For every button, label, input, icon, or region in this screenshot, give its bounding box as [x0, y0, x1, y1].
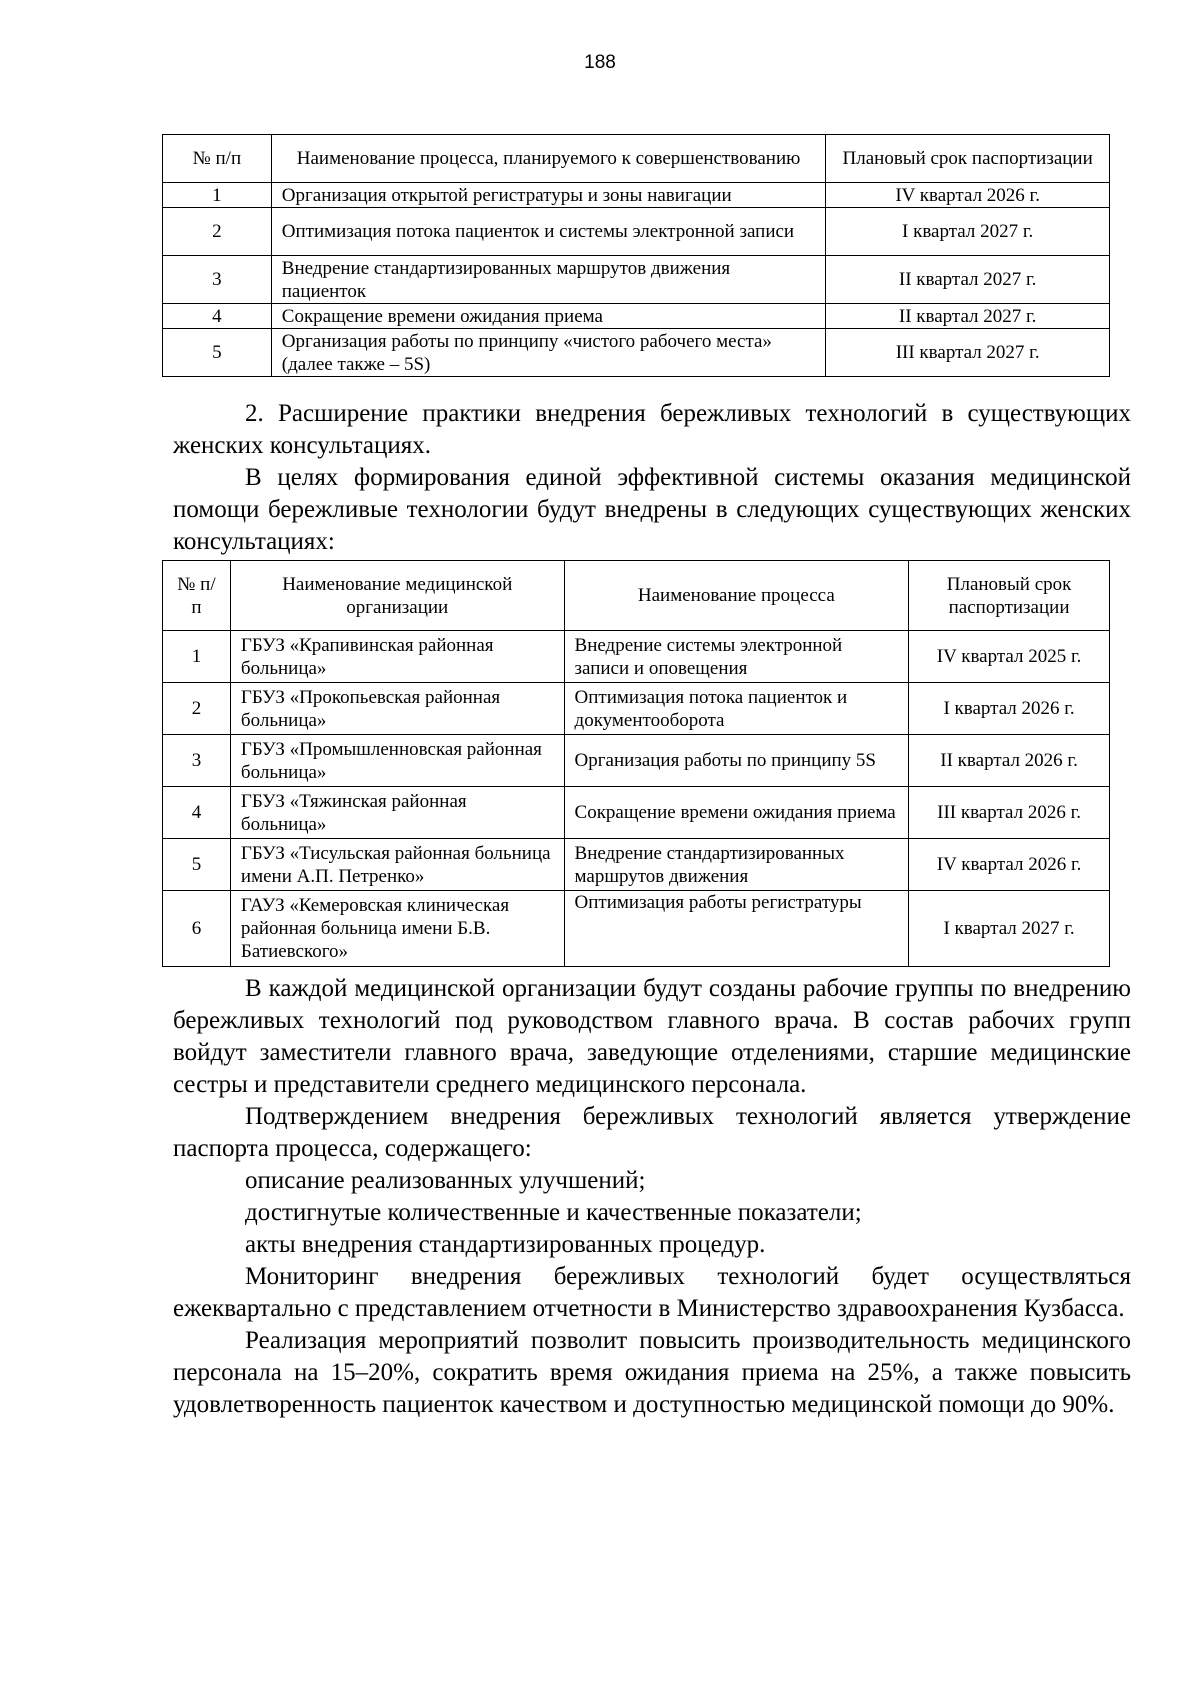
list-item: достигнутые количественные и качественные показатели;	[245, 1199, 862, 1226]
row-num: 6	[163, 891, 231, 967]
table-row	[163, 735, 1110, 787]
row-process: Внедрение стандартизированных маршрутов движения пациенток	[271, 256, 826, 304]
process-schedule-table	[162, 134, 1110, 377]
row-num: 4	[163, 787, 231, 839]
text-block-2	[173, 973, 1131, 1421]
paragraph: 2. Расширение практики внедрения бережливых технологий в существующих женских консультациях.	[173, 400, 1131, 459]
row-num: 3	[163, 256, 272, 304]
row-num: 2	[163, 683, 231, 735]
table-row	[163, 208, 1110, 256]
table-row	[163, 683, 1110, 735]
page-number: 188	[584, 52, 616, 73]
row-process: Организация открытой регистратуры и зоны навигации	[271, 183, 826, 208]
table-header-row	[163, 561, 1110, 631]
row-org: ГАУЗ «Кемеровская клиническая районная больница имени Б.В. Батиевского»	[230, 891, 564, 967]
row-process: Сокращение времени ожидания приема	[271, 304, 826, 329]
row-term: I квартал 2027 г.	[826, 208, 1110, 256]
list-item: описание реализованных улучшений;	[245, 1167, 646, 1194]
row-term: III квартал 2027 г.	[826, 329, 1110, 377]
row-process: Оптимизация потока пациенток и документооборота	[564, 683, 909, 735]
row-org: ГБУЗ «Тяжинская районная больница»	[230, 787, 564, 839]
row-num: 3	[163, 735, 231, 787]
paragraph: Мониторинг внедрения бережливых технологий будет осуществляться ежеквартально с представлением отчетности в Министерство здравоохранения Кузбасса.	[173, 1263, 1131, 1322]
row-process: Оптимизация работы регистратуры	[564, 891, 909, 967]
row-term: IV квартал 2026 г.	[826, 183, 1110, 208]
row-term: IV квартал 2025 г.	[909, 631, 1110, 683]
paragraph: В каждой медицинской организации будут созданы рабочие группы по внедрению бережливых технологий под руководством главного врача. В состав рабочих групп войдут заместители главного врача, заведующие отделениями, старшие медицинские сестры и представители среднего медицинского персонала.	[173, 975, 1131, 1098]
row-num: 5	[163, 839, 231, 891]
table-row	[163, 891, 1110, 967]
table-row	[163, 839, 1110, 891]
table-header-row	[163, 135, 1110, 183]
table-row	[163, 183, 1110, 208]
row-process: Оптимизация потока пациенток и системы электронной записи	[271, 208, 826, 256]
header-org: Наименование медицинской организации	[230, 561, 564, 631]
row-num: 4	[163, 304, 272, 329]
header-process: Наименование процесса, планируемого к совершенствованию	[271, 135, 826, 183]
row-org: ГБУЗ «Тисульская районная больница имени А.П. Петренко»	[230, 839, 564, 891]
paragraph: В целях формирования единой эффективной системы оказания медицинской помощи бережливые технологии будут внедрены в следующих существующих женских консультациях:	[173, 464, 1131, 555]
row-process: Внедрение стандартизированных маршрутов движения	[564, 839, 909, 891]
paragraph: Подтверждением внедрения бережливых технологий является утверждение паспорта процесса, содержащего:	[173, 1103, 1131, 1162]
row-org: ГБУЗ «Крапивинская районная больница»	[230, 631, 564, 683]
text-block-1	[173, 398, 1131, 558]
header-num: № п/п	[163, 135, 272, 183]
row-num: 5	[163, 329, 272, 377]
table-row	[163, 631, 1110, 683]
header-num: № п/п	[163, 561, 231, 631]
row-num: 2	[163, 208, 272, 256]
row-term: II квартал 2027 г.	[826, 304, 1110, 329]
row-process: Организация работы по принципу «чистого рабочего места» (далее также – 5S)	[271, 329, 826, 377]
paragraph: Реализация мероприятий позволит повысить производительность медицинского персонала на 15–20%, сократить время ожидания приема на 25%, а также повысить удовлетворенность пациенток качеством и доступностью медицинской помощи до 90%.	[173, 1327, 1131, 1418]
header-term: Плановый срок паспортизации	[826, 135, 1110, 183]
row-term: I квартал 2027 г.	[909, 891, 1110, 967]
table-row	[163, 329, 1110, 377]
consultations-table	[162, 560, 1110, 967]
header-term: Плановый срок паспортизации	[909, 561, 1110, 631]
table-row	[163, 787, 1110, 839]
row-num: 1	[163, 631, 231, 683]
row-term: II квартал 2027 г.	[826, 256, 1110, 304]
row-num: 1	[163, 183, 272, 208]
table-row	[163, 304, 1110, 329]
list-item: акты внедрения стандартизированных процедур.	[245, 1231, 766, 1258]
header-process: Наименование процесса	[564, 561, 909, 631]
row-process: Организация работы по принципу 5S	[564, 735, 909, 787]
table-row	[163, 256, 1110, 304]
row-process: Внедрение системы электронной записи и оповещения	[564, 631, 909, 683]
row-term: I квартал 2026 г.	[909, 683, 1110, 735]
row-term: IV квартал 2026 г.	[909, 839, 1110, 891]
row-org: ГБУЗ «Промышленновская районная больница»	[230, 735, 564, 787]
row-term: II квартал 2026 г.	[909, 735, 1110, 787]
row-process: Сокращение времени ожидания приема	[564, 787, 909, 839]
row-org: ГБУЗ «Прокопьевская районная больница»	[230, 683, 564, 735]
row-term: III квартал 2026 г.	[909, 787, 1110, 839]
